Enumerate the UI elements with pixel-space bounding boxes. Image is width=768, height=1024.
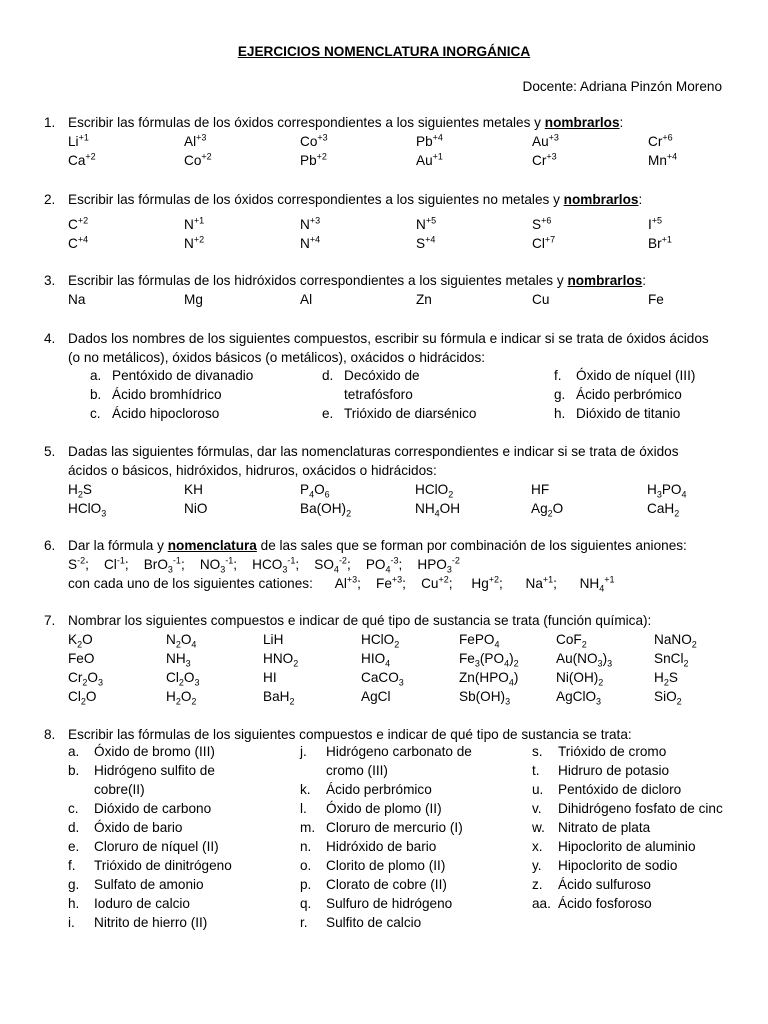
q8-item-text: Hidruro de potasio — [558, 763, 670, 778]
formula-hno2: $HNO_2$ — [263, 651, 299, 669]
q8-list-item — [300, 858, 445, 873]
cation-cu: $Cu^{+2}$; — [421, 574, 453, 591]
q4-item-c-label: c. — [90, 406, 101, 421]
formula-bah2: BaH$_2$ — [263, 689, 295, 707]
ion-s-plus6: $S^{+6}$ — [532, 215, 552, 232]
metal-zn: Zn — [416, 292, 432, 307]
q4-item-b-text: Ácido bromhídrico — [112, 387, 222, 402]
q8-list-item — [68, 915, 207, 930]
q8-item-label: k. — [300, 782, 311, 797]
q4-item-f — [554, 368, 695, 383]
formula-hclo3: HClO$_3$ — [68, 501, 107, 519]
ion-br-plus1: $Br^{+1}$ — [648, 234, 672, 251]
q4-item-d-continued: tetrafósforo — [344, 387, 413, 402]
q8-list-item — [532, 763, 669, 778]
formula-ag2o: $Ag_2O$ — [531, 501, 564, 519]
q8-list-item — [68, 782, 145, 797]
q2-colon: : — [638, 192, 643, 207]
ion-co-plus2: $Co^{+2}$ — [184, 151, 212, 168]
q8-list-item — [300, 839, 436, 854]
formula-h3po4: $H_3PO_4$ — [647, 482, 687, 500]
formula-feo: FeO — [68, 651, 95, 666]
q8-item-label: v. — [532, 801, 542, 816]
q5-number: 5. — [44, 444, 56, 459]
q1-instruction — [68, 115, 623, 130]
q8-list-item — [68, 858, 232, 873]
q8-item-text: Hidrógeno sulfito de — [94, 763, 215, 778]
ion-cr-plus3: $Cr^{+3}$ — [532, 151, 557, 168]
cation-al: $Al^{+3}$; — [334, 574, 361, 591]
formula-agcl: AgCl — [361, 689, 391, 704]
q6-cations — [68, 574, 615, 594]
ion-li-plus1: $Li^{+1}$ — [68, 132, 89, 149]
cations-intro: con cada uno de los siguientes cationes: — [68, 576, 313, 591]
formula-nioh2: $Ni(OH)_2$ — [556, 670, 604, 688]
q2-text: Escribir las fórmulas de los óxidos correspondientes a los siguientes no metales y — [68, 192, 564, 207]
ion-c-plus4: $C^{+4}$ — [68, 234, 89, 251]
formula-nio: NiO — [184, 501, 208, 516]
metal-fe: Fe — [648, 292, 664, 307]
q6-number: 6. — [44, 538, 56, 553]
ion-co-plus3: $Co^{+3}$ — [300, 132, 328, 149]
q8-item-label: z. — [532, 877, 543, 892]
ion-n-plus4: $N^{+4}$ — [300, 234, 321, 251]
q8-item-label: g. — [68, 877, 80, 892]
q4-item-a-text: Pentóxido de divanadio — [112, 368, 254, 383]
q8-list-item — [300, 801, 442, 816]
q8-item-text: Nitrato de plata — [558, 820, 651, 835]
q6-text-rest: de las sales que se forman por combinación de los siguientes aniones: — [256, 538, 687, 553]
ion-n-plus1: $N^{+1}$ — [184, 215, 205, 232]
q8-item-label: h. — [68, 896, 80, 911]
formula-h2s-b: $H_2S$ — [654, 670, 678, 688]
q8-item-text: Sulfato de amonio — [94, 877, 204, 892]
q8-item-label: t. — [532, 763, 540, 778]
formula-lih: LiH — [263, 632, 284, 647]
formula-auno33: $Au(NO_3)_3$ — [556, 651, 613, 669]
q4-item-h-text: Dióxido de titanio — [576, 406, 681, 421]
anion-hco3: $HCO_3^{-1}$; — [252, 555, 300, 575]
q8-item-label: d. — [68, 820, 80, 835]
q8-item-text: Ácido perbrómico — [326, 782, 432, 797]
q8-item-label: w. — [532, 820, 545, 835]
formula-h2o2: $H_2O_2$ — [166, 689, 197, 707]
metal-na: Na — [68, 292, 86, 307]
q8-item-text: Dihidrógeno fosfato de cinc — [558, 801, 723, 816]
q3-text: Escribir las fórmulas de los hidróxidos correspondientes a los siguientes metales y — [68, 273, 568, 288]
ion-i-plus5: $I^{+5}$ — [648, 215, 663, 232]
formula-cr2o3: $Cr_2O_3$ — [68, 670, 103, 688]
formula-fepo4: FePO$_4$ — [459, 632, 500, 650]
anion-hpo3: $HPO_3^{-2}$ — [417, 555, 460, 575]
q8-item-label: p. — [300, 877, 312, 892]
q8-item-text: Clorato de cobre (II) — [326, 877, 447, 892]
q8-list-item — [532, 839, 696, 854]
formula-hio4: $HIO_4$ — [361, 651, 391, 669]
formula-h2s: $H_2S$ — [68, 482, 92, 500]
ion-pb-plus2: $Pb^{+2}$ — [300, 151, 327, 168]
formula-fe3po42: $Fe_3(PO_4)_2$ — [459, 651, 519, 669]
q8-item-label: a. — [68, 744, 80, 759]
formula-sboh3: $Sb(OH)_3$ — [459, 689, 511, 707]
ion-c-plus2: $C^{+2}$ — [68, 215, 89, 232]
anion-s: $S^{-2}$; — [68, 555, 89, 572]
formula-hclo2: HClO$_2$ — [415, 482, 454, 500]
q8-item-text: Dióxido de carbono — [94, 801, 212, 816]
q8-list-item — [68, 839, 219, 854]
ion-pb-plus4: $Pb^{+4}$ — [416, 132, 443, 149]
q4-item-e — [322, 406, 476, 421]
q8-item-text: Cloruro de níquel (II) — [94, 839, 219, 854]
q4-item-h — [554, 406, 680, 421]
q8-list-item — [300, 896, 452, 911]
formula-p4o6: $P_4O_6$ — [300, 482, 330, 500]
formula-sncl2: SnCl$_2$ — [654, 651, 689, 669]
document-title: EJERCICIOS NOMENCLATURA INORGÁNICA — [237, 44, 531, 59]
q8-instruction: Escribir las fórmulas de los siguientes compuestos e indicar de qué tipo de sustancia se trata: — [68, 727, 632, 742]
q8-item-text: Óxido de bromo (III) — [94, 744, 215, 759]
ion-n-plus2: $N^{+2}$ — [184, 234, 205, 251]
formula-hf: HF — [531, 482, 550, 497]
formula-nh3: $NH_3$ — [166, 651, 191, 669]
formula-agclo3: AgClO$_3$ — [556, 689, 602, 707]
ion-mn-plus4: $Mn^{+4}$ — [648, 151, 678, 168]
q2-number: 2. — [44, 192, 56, 207]
q8-item-label: f. — [68, 858, 76, 873]
formula-baoh2: $Ba(OH)_2$ — [300, 501, 352, 519]
q8-item-text: Trióxido de dinitrógeno — [94, 858, 232, 873]
q8-list-item — [532, 820, 650, 835]
metal-mg: Mg — [184, 292, 203, 307]
q8-item-text: Ácido sulfuroso — [558, 877, 651, 892]
q8-list-item — [300, 877, 447, 892]
q8-item-text: Sulfito de calcio — [326, 915, 422, 930]
q8-item-label: y. — [532, 858, 542, 873]
q8-list-item — [68, 896, 190, 911]
cation-na: $Na^{+1}$; — [525, 574, 557, 591]
q4-item-f-text: Óxido de níquel (III) — [576, 368, 696, 383]
ion-n-plus5: $N^{+5}$ — [416, 215, 437, 232]
q8-item-label: m. — [300, 820, 316, 835]
q4-number: 4. — [44, 331, 56, 346]
q4-item-d — [322, 368, 420, 383]
q2-emphasis: nombrarlos — [563, 192, 639, 207]
q4-item-a — [90, 368, 253, 383]
anion-no3: $NO_3^{-1}$; — [199, 555, 238, 575]
formula-cl2o3: $Cl_2O_3$ — [166, 670, 200, 688]
anion-bro3: BrO$_3^{-1}$; — [143, 555, 185, 575]
q8-list-item — [68, 763, 215, 778]
q1-emphasis: nombrarlos — [544, 115, 620, 130]
q8-list-item — [300, 820, 463, 835]
ion-s-plus4: $S^{+4}$ — [416, 234, 436, 251]
ion-cr-plus6: $Cr^{+6}$ — [648, 132, 673, 149]
q8-item-text: Trióxido de cromo — [558, 744, 667, 759]
q8-item-text: cromo (III) — [326, 763, 388, 778]
q4-item-f-label: f. — [554, 368, 562, 383]
ion-cl-plus7: $Cl^{+7}$ — [532, 234, 556, 251]
q8-item-label: b. — [68, 763, 80, 778]
formula-nano2: NaNO$_2$ — [654, 632, 697, 650]
q8-item-text: Óxido de plomo (II) — [326, 801, 442, 816]
q8-item-text: Hipoclorito de sodio — [558, 858, 678, 873]
q8-list-item — [300, 782, 432, 797]
anion-po4: $PO_4^{-3}$; — [365, 555, 403, 575]
q8-item-label: u. — [532, 782, 544, 797]
formula-nh4oh: $NH_4OH$ — [415, 501, 461, 519]
cation-fe: $Fe^{+3}$; — [376, 574, 406, 591]
q5-instruction-line-2: ácidos o básicos, hidróxidos, hidruros, oxácidos o hidrácidos: — [68, 463, 437, 478]
q2-instruction — [68, 192, 642, 207]
q3-instruction — [68, 273, 646, 288]
q7-number: 7. — [44, 613, 56, 628]
q4-item-b-label: b. — [90, 387, 102, 402]
q8-item-text: Clorito de plomo (II) — [326, 858, 446, 873]
ion-al-plus3: $Al^{+3}$ — [184, 132, 207, 149]
q8-item-text: Ácido fosforoso — [558, 896, 652, 911]
q8-list-item — [532, 744, 666, 759]
formula-hclo2-b: HClO$_2$ — [361, 632, 400, 650]
q8-item-label: l. — [300, 801, 307, 816]
q3-emphasis: nombrarlos — [567, 273, 643, 288]
q1-text: Escribir las fórmulas de los óxidos correspondientes a los siguientes metales y — [68, 115, 545, 130]
q6-emphasis: nomenclatura — [167, 538, 257, 553]
q4-instruction-line-2: (o no metálicos), óxidos básicos (o metálicos), oxácidos o hidrácidos: — [68, 350, 486, 365]
q8-list-item — [68, 820, 182, 835]
q1-colon: : — [619, 115, 624, 130]
q4-item-d-text: Decóxido de — [344, 368, 420, 383]
q8-item-label: q. — [300, 896, 312, 911]
q4-item-g — [554, 387, 682, 402]
q8-item-text: Nitrito de hierro (II) — [94, 915, 208, 930]
q8-item-label: j. — [300, 744, 307, 759]
q8-item-label: i. — [68, 915, 75, 930]
q8-list-item — [300, 763, 388, 778]
q4-item-c-text: Ácido hipocloroso — [112, 406, 220, 421]
cation-hg: $Hg^{+2}$; — [471, 574, 503, 591]
q8-item-text: Hidrógeno carbonato de — [326, 744, 472, 759]
q8-item-label: n. — [300, 839, 312, 854]
q3-number: 3. — [44, 273, 56, 288]
q8-item-label: r. — [300, 915, 308, 930]
q8-item-text: Ioduro de calcio — [94, 896, 190, 911]
q8-item-text: Sulfuro de hidrógeno — [326, 896, 453, 911]
metal-al: Al — [300, 292, 313, 307]
q4-item-c — [90, 406, 219, 421]
q8-list-item — [68, 744, 215, 759]
q8-list-item — [532, 801, 723, 816]
formula-cah2: CaH$_2$ — [647, 501, 680, 519]
q8-item-text: Hidróxido de bario — [326, 839, 437, 854]
q8-item-text: Pentóxido de dicloro — [558, 782, 682, 797]
formula-caco3: CaCO$_3$ — [361, 670, 404, 688]
anion-cl: $Cl^{-1}$; — [103, 555, 129, 572]
metal-cu: Cu — [532, 292, 550, 307]
q4-item-b — [90, 387, 222, 402]
ion-au-plus3: $Au^{+3}$ — [532, 132, 559, 149]
formula-n2o4: $N_2O_4$ — [166, 632, 197, 650]
cation-nh4: $NH_4^{+1}$ — [579, 574, 615, 594]
q8-list-item — [68, 877, 204, 892]
q4-item-d-label: d. — [322, 368, 334, 383]
q8-item-text: cobre(II) — [94, 782, 145, 797]
ion-ca-plus2: $Ca^{+2}$ — [68, 151, 96, 168]
q8-item-label: aa. — [532, 896, 551, 911]
q4-item-e-text: Trióxido de diarsénico — [344, 406, 477, 421]
q8-item-label: e. — [68, 839, 80, 854]
q4-item-g-text: Ácido perbrómico — [576, 387, 682, 402]
q8-list-item — [532, 896, 652, 911]
anion-so4: $SO_4^{-2}$; — [314, 555, 351, 575]
ion-n-plus3: $N^{+3}$ — [300, 215, 321, 232]
q8-item-label: o. — [300, 858, 312, 873]
q8-item-text: Hipoclorito de aluminio — [558, 839, 696, 854]
formula-kh: KH — [184, 482, 203, 497]
formula-cof2: CoF$_2$ — [556, 632, 587, 650]
formula-k2o: $K_2O$ — [68, 632, 93, 650]
q8-item-label: s. — [532, 744, 543, 759]
formula-sio2: SiO$_2$ — [654, 689, 682, 707]
q6-text: Dar la fórmula y — [68, 538, 168, 553]
q5-instruction-line-1: Dadas las siguientes fórmulas, dar las nomenclaturas correspondientes e indicar si se trata de óxidos — [68, 444, 679, 459]
q8-item-text: Óxido de bario — [94, 820, 183, 835]
q4-item-h-label: h. — [554, 406, 566, 421]
q1-number: 1. — [44, 115, 56, 130]
formula-znhpo4: $Zn(HPO_4)$ — [459, 670, 519, 688]
q7-instruction: Nombrar los siguientes compuestos e indicar de qué tipo de sustancia se trata (función química): — [68, 613, 652, 628]
q4-item-g-label: g. — [554, 387, 566, 402]
teacher-name: Docente: Adriana Pinzón Moreno — [522, 79, 722, 94]
q8-item-label: x. — [532, 839, 543, 854]
q3-colon: : — [642, 273, 646, 288]
q6-instruction — [68, 538, 687, 553]
q6-anions — [68, 555, 460, 575]
q8-list-item — [300, 744, 472, 759]
q8-item-label: c. — [68, 801, 79, 816]
q4-instruction-line-1: Dados los nombres de los siguientes compuestos, escribir su fórmula e indicar si se trata de óxidos ácidos — [68, 331, 709, 346]
q4-item-e-label: e. — [322, 406, 334, 421]
ion-au-plus1: $Au^{+1}$ — [416, 151, 443, 168]
q8-list-item — [532, 782, 681, 797]
q4-item-a-label: a. — [90, 368, 102, 383]
q8-list-item — [532, 877, 651, 892]
q8-list-item — [300, 915, 421, 930]
q8-list-item — [532, 858, 677, 873]
q8-list-item — [68, 801, 211, 816]
q8-number: 8. — [44, 727, 56, 742]
formula-cl2o: $Cl_2O$ — [68, 689, 97, 707]
q8-item-text: Cloruro de mercurio (I) — [326, 820, 463, 835]
formula-hi: HI — [263, 670, 277, 685]
